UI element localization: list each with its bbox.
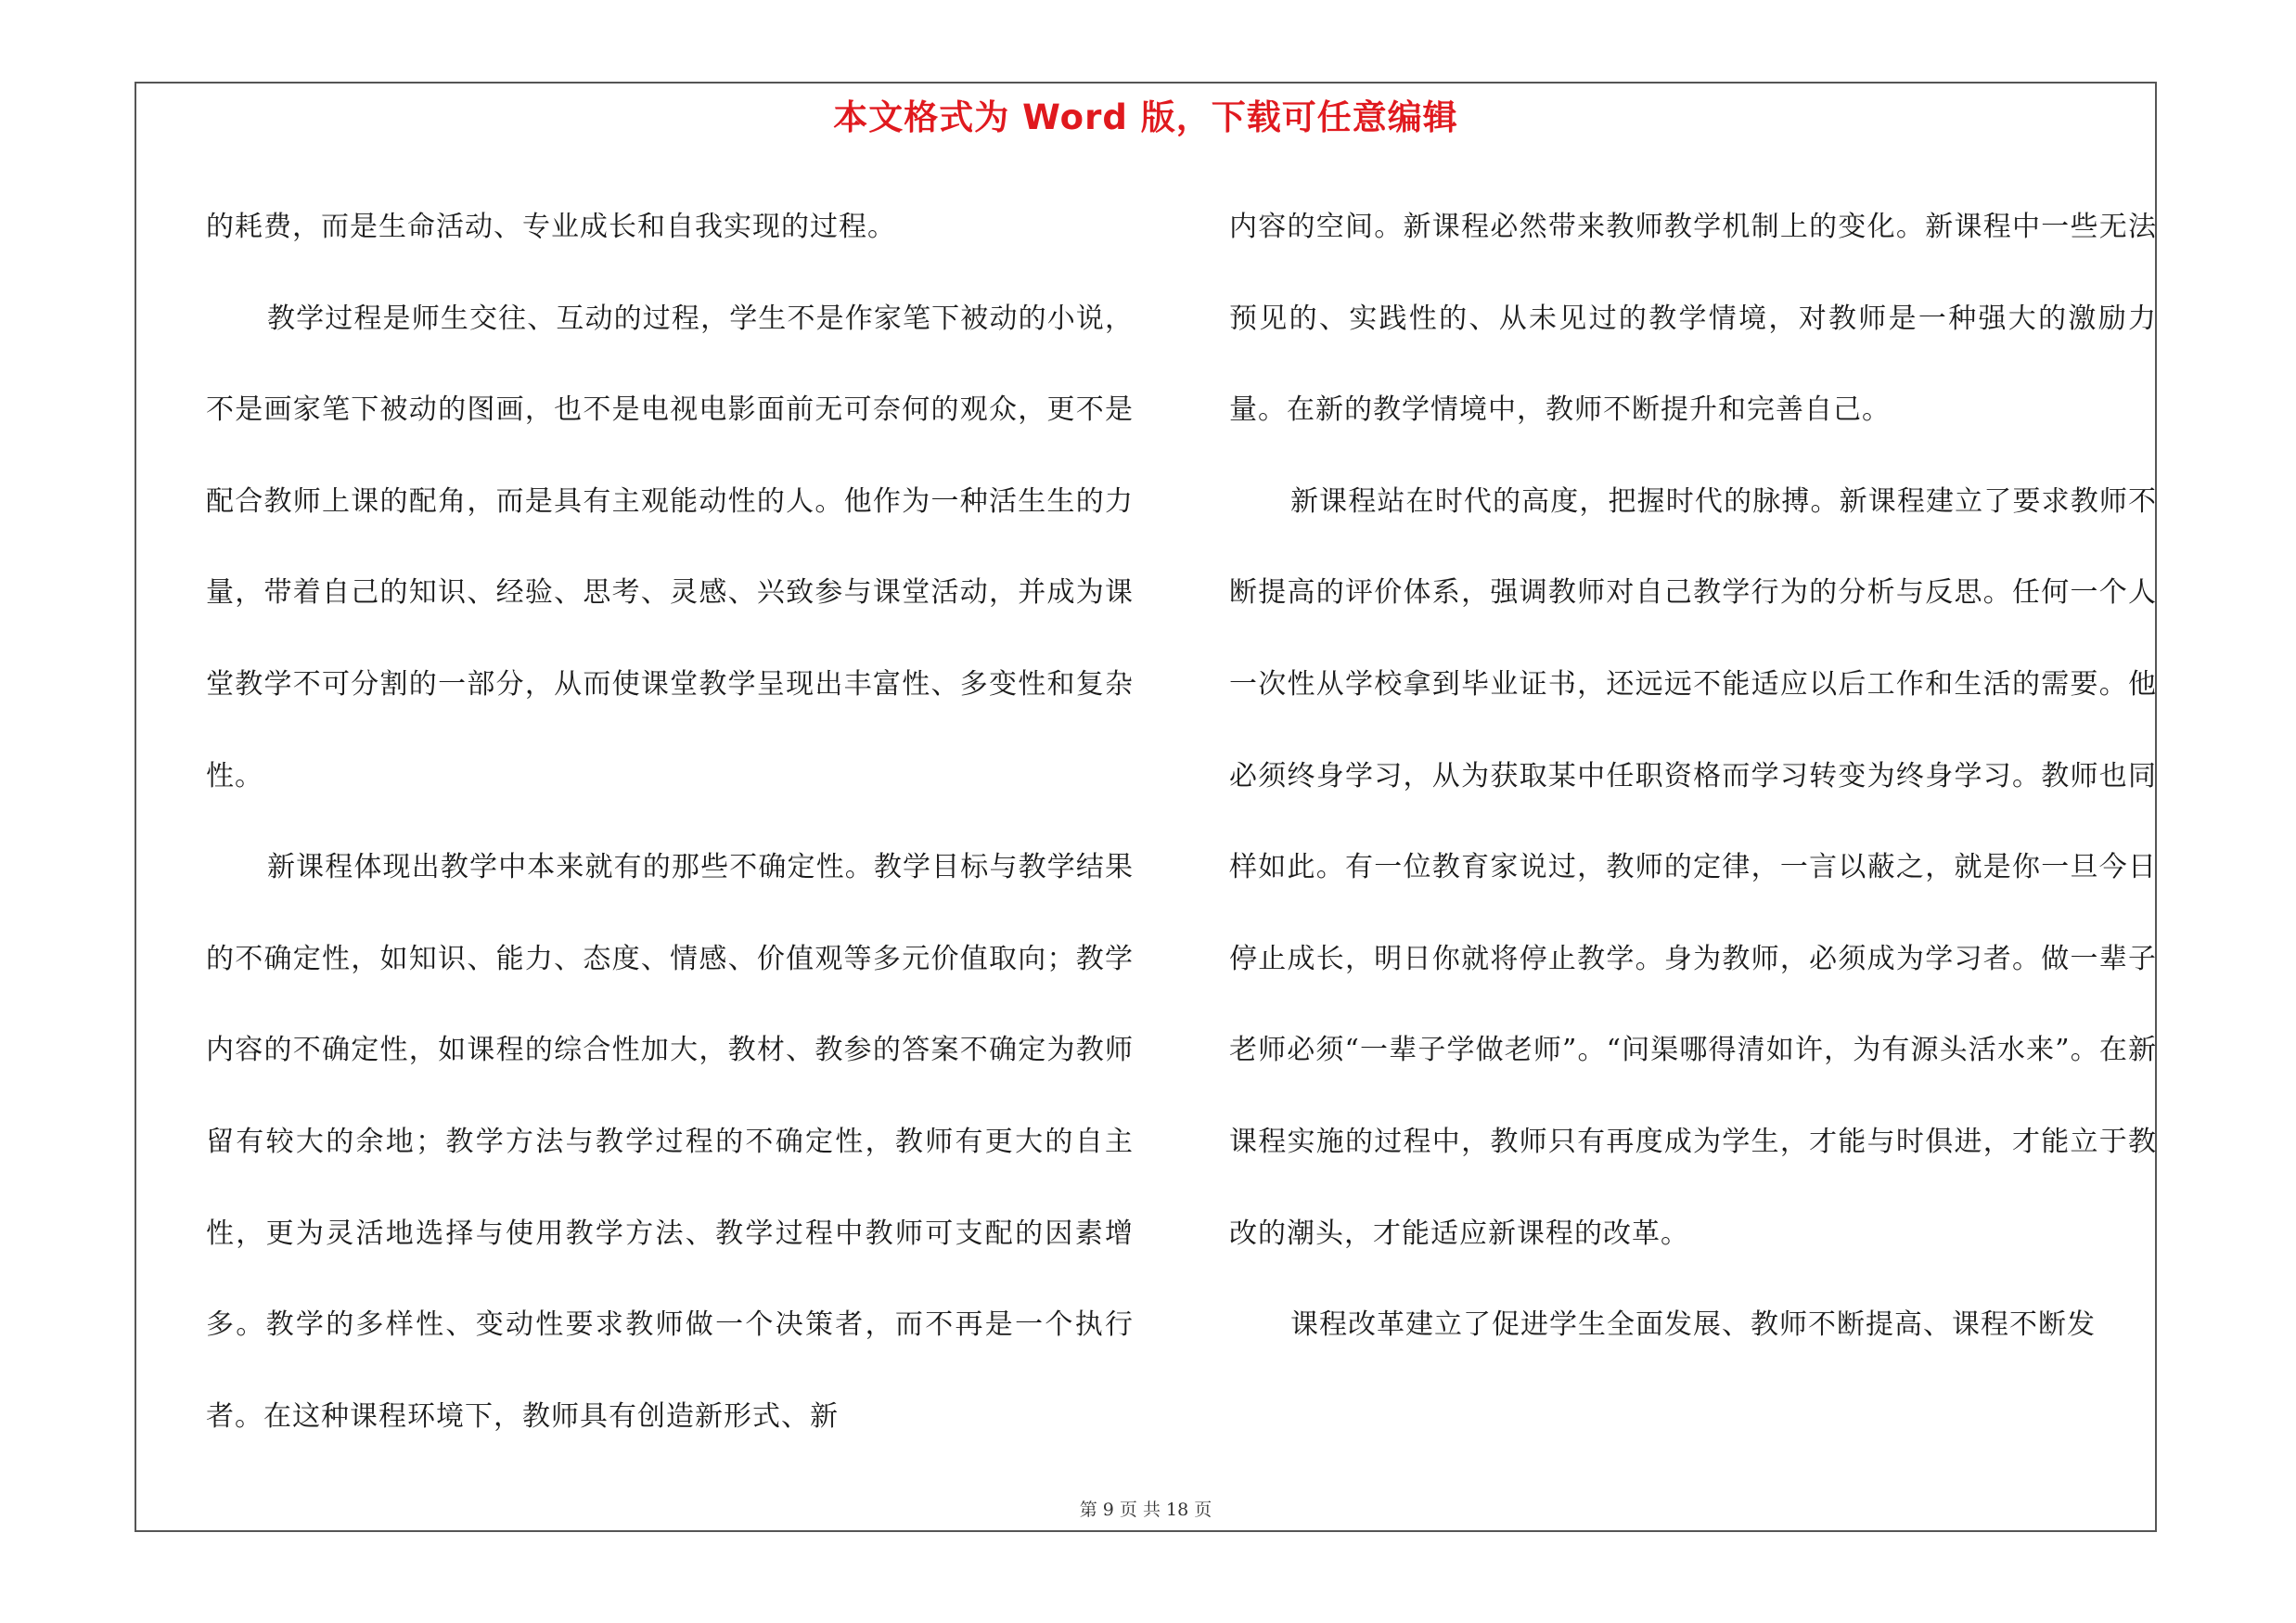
page-number: 第 9 页 共 18 页 [1079,1500,1212,1520]
right-column [1229,182,2157,1372]
left-column [206,182,1134,1462]
paragraph: 新课程体现出教学中本来就有的那些不确定性。教学目标与教学结果的不确定性，如知识、能力、态度、情感、价值观等多元价值取向；教学内容的不确定性，如课程的综合性加大，教材、教参的答案不确定为教师留有较大的余地；教学方法与教学过程的不确定性，教师有更大的自主性，更为灵活地选择与使用教学方法、教学过程中教师可支配的因素增多。教学的多样性、变动性要求教师做一个决策者，而不再是一个执行者。在这种课程环境下，教师具有创造新形式、新 [206,851,1134,1433]
paragraph: 内容的空间。新课程必然带来教师教学机制上的变化。新课程中一些无法预见的、实践性的、从未见过的教学情境，对教师是一种强大的激励力量。在新的教学情境中，教师不断提升和完善自己。 [1229,211,2157,427]
paragraph: 新课程站在时代的高度，把握时代的脉搏。新课程建立了要求教师不断提高的评价体系，强调教师对自己教学行为的分析与反思。任何一个人一次性从学校拿到毕业证书，还远远不能适应以后工作和生活的需要。他必须终身学习，从为获取某中任职资格而学习转变为终身学习。教师也同样如此。有一位教育家说过，教师的定律，一言以蔽之，就是你一旦今日停止成长，明日你就将停止教学。身为教师，必须成为学习者。做一辈子老师必须“一辈子学做老师”。“问渠哪得清如许，为有源头活水来”。在新课程实施的过程中，教师只有再度成为学生，才能与时俱进，才能立于教改的潮头，才能适应新课程的改革。 [1229,484,2157,1250]
paragraph: 的耗费，而是生命活动、专业成长和自我实现的过程。 [206,211,896,243]
paragraph: 教学过程是师生交往、互动的过程，学生不是作家笔下被动的小说，不是画家笔下被动的图画，也不是电视电影面前无可奈何的观众，更不是配合教师上课的配角，而是具有主观能动性的人。他作为一种活生生的力量，带着自己的知识、经验、思考、灵感、兴致参与课堂活动，并成为课堂教学不可分割的一部分，从而使课堂教学呈现出丰富性、多变性和复杂性。 [206,302,1134,792]
paragraph: 课程改革建立了促进学生全面发展、教师不断提高、课程不断发 [1290,1308,2096,1342]
format-notice-banner: 本文格式为 Word 版，下载可任意编辑 [833,97,1458,137]
